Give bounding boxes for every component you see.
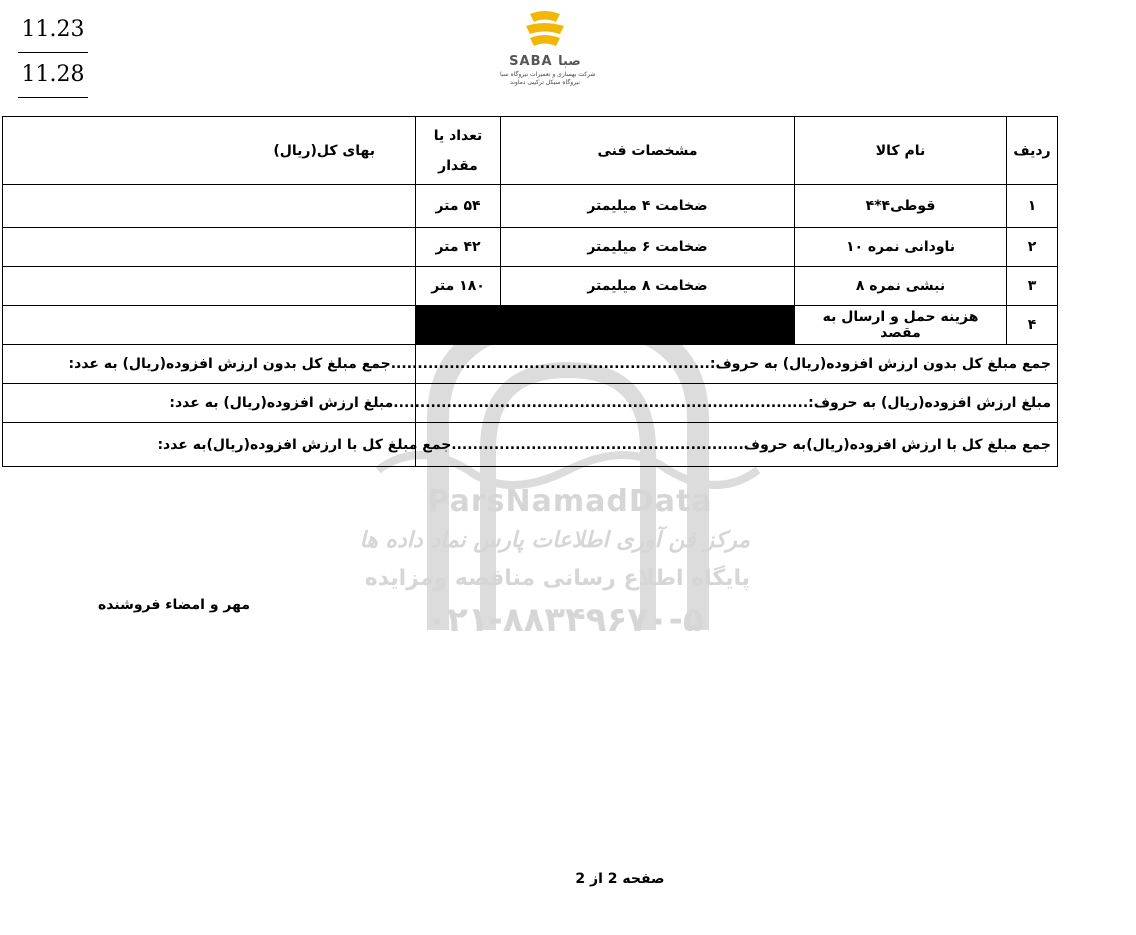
total-with-vat-label: جمع مبلغ کل با ارزش افزوده(ریال)به حروف.......................................................جمع مبلغ کل با ارزش افزوده(ریال)به عدد:	[416, 423, 1058, 467]
item-qty: ۵۴ متر	[416, 185, 501, 228]
redacted-block	[416, 306, 795, 345]
logo-caption-2: نیروگاه سیکل ترکیبی دماوند	[510, 79, 580, 86]
logo-name: SABA صبا	[509, 54, 581, 69]
table-row	[3, 185, 1058, 228]
seller-signature-label: مهر و امضاء فروشنده	[98, 597, 251, 613]
item-name: ناودانی نمره ۱۰	[795, 228, 1007, 267]
totals-row	[3, 345, 1058, 384]
vat-amount-label: مبلغ ارزش افزوده(ریال) به حروف:..............................................................................مبلغ ارزش افزوده(ریال) به عدد:	[416, 384, 1058, 423]
items-table	[2, 116, 1058, 467]
row-no: ۳	[1007, 267, 1058, 306]
row-no: ۱	[1007, 185, 1058, 228]
item-total-price[interactable]	[3, 306, 416, 345]
watermark-title: ParsNamadData	[427, 484, 713, 519]
page-number: صفحه 2 از 2	[575, 871, 665, 887]
row-no: ۴	[1007, 306, 1058, 345]
header-item-name: نام کالا	[795, 117, 1007, 185]
date-line-1: 11.23	[18, 16, 88, 53]
item-spec: ضخامت ۴ میلیمتر	[501, 185, 795, 228]
table-row	[3, 306, 1058, 345]
table-header-row	[3, 117, 1058, 185]
company-logo	[500, 8, 596, 88]
total-without-vat-label: جمع مبلغ کل بدون ارزش افزوده(ریال) به حروف:............................................................جمع مبلغ کل بدون ارزش افزوده(ریال) به عدد:	[416, 345, 1058, 384]
item-qty: ۱۸۰ متر	[416, 267, 501, 306]
logo-caption-1: شرکت بهسازی و تعمیرات نیروگاه سبا	[500, 71, 596, 78]
saba-logo-icon	[500, 8, 590, 54]
watermark-phone: ۰۲۱-۸۸۳۴۹۶۷۰-۵	[426, 600, 704, 640]
table-row	[3, 267, 1058, 306]
watermark-subtitle-2: پایگاه اطلاع رسانی مناقصه ومزایده	[364, 566, 750, 591]
row-no: ۲	[1007, 228, 1058, 267]
watermark-subtitle-1: مرکز فن آوری اطلاعات پارس نماد داده ها	[359, 528, 750, 553]
header-total-price: بهای کل(ریال)	[3, 117, 416, 185]
date-line-2: 11.28	[18, 61, 88, 98]
header-qty: تعداد یا مقدار	[416, 117, 501, 185]
item-total-price[interactable]	[3, 228, 416, 267]
item-name: هزینه حمل و ارسال به مقصد	[795, 306, 1007, 345]
totals-row	[3, 423, 1058, 467]
item-spec: ضخامت ۶ میلیمتر	[501, 228, 795, 267]
table-row	[3, 228, 1058, 267]
header-specs: مشخصات فنی	[501, 117, 795, 185]
item-total-price[interactable]	[3, 185, 416, 228]
totals-row	[3, 384, 1058, 423]
item-spec: ضخامت ۸ میلیمتر	[501, 267, 795, 306]
item-qty: ۴۲ متر	[416, 228, 501, 267]
header-row-no: ردیف	[1007, 117, 1058, 185]
item-total-price[interactable]	[3, 267, 416, 306]
item-name: نبشی نمره ۸	[795, 267, 1007, 306]
item-name: قوطی۴*۴	[795, 185, 1007, 228]
